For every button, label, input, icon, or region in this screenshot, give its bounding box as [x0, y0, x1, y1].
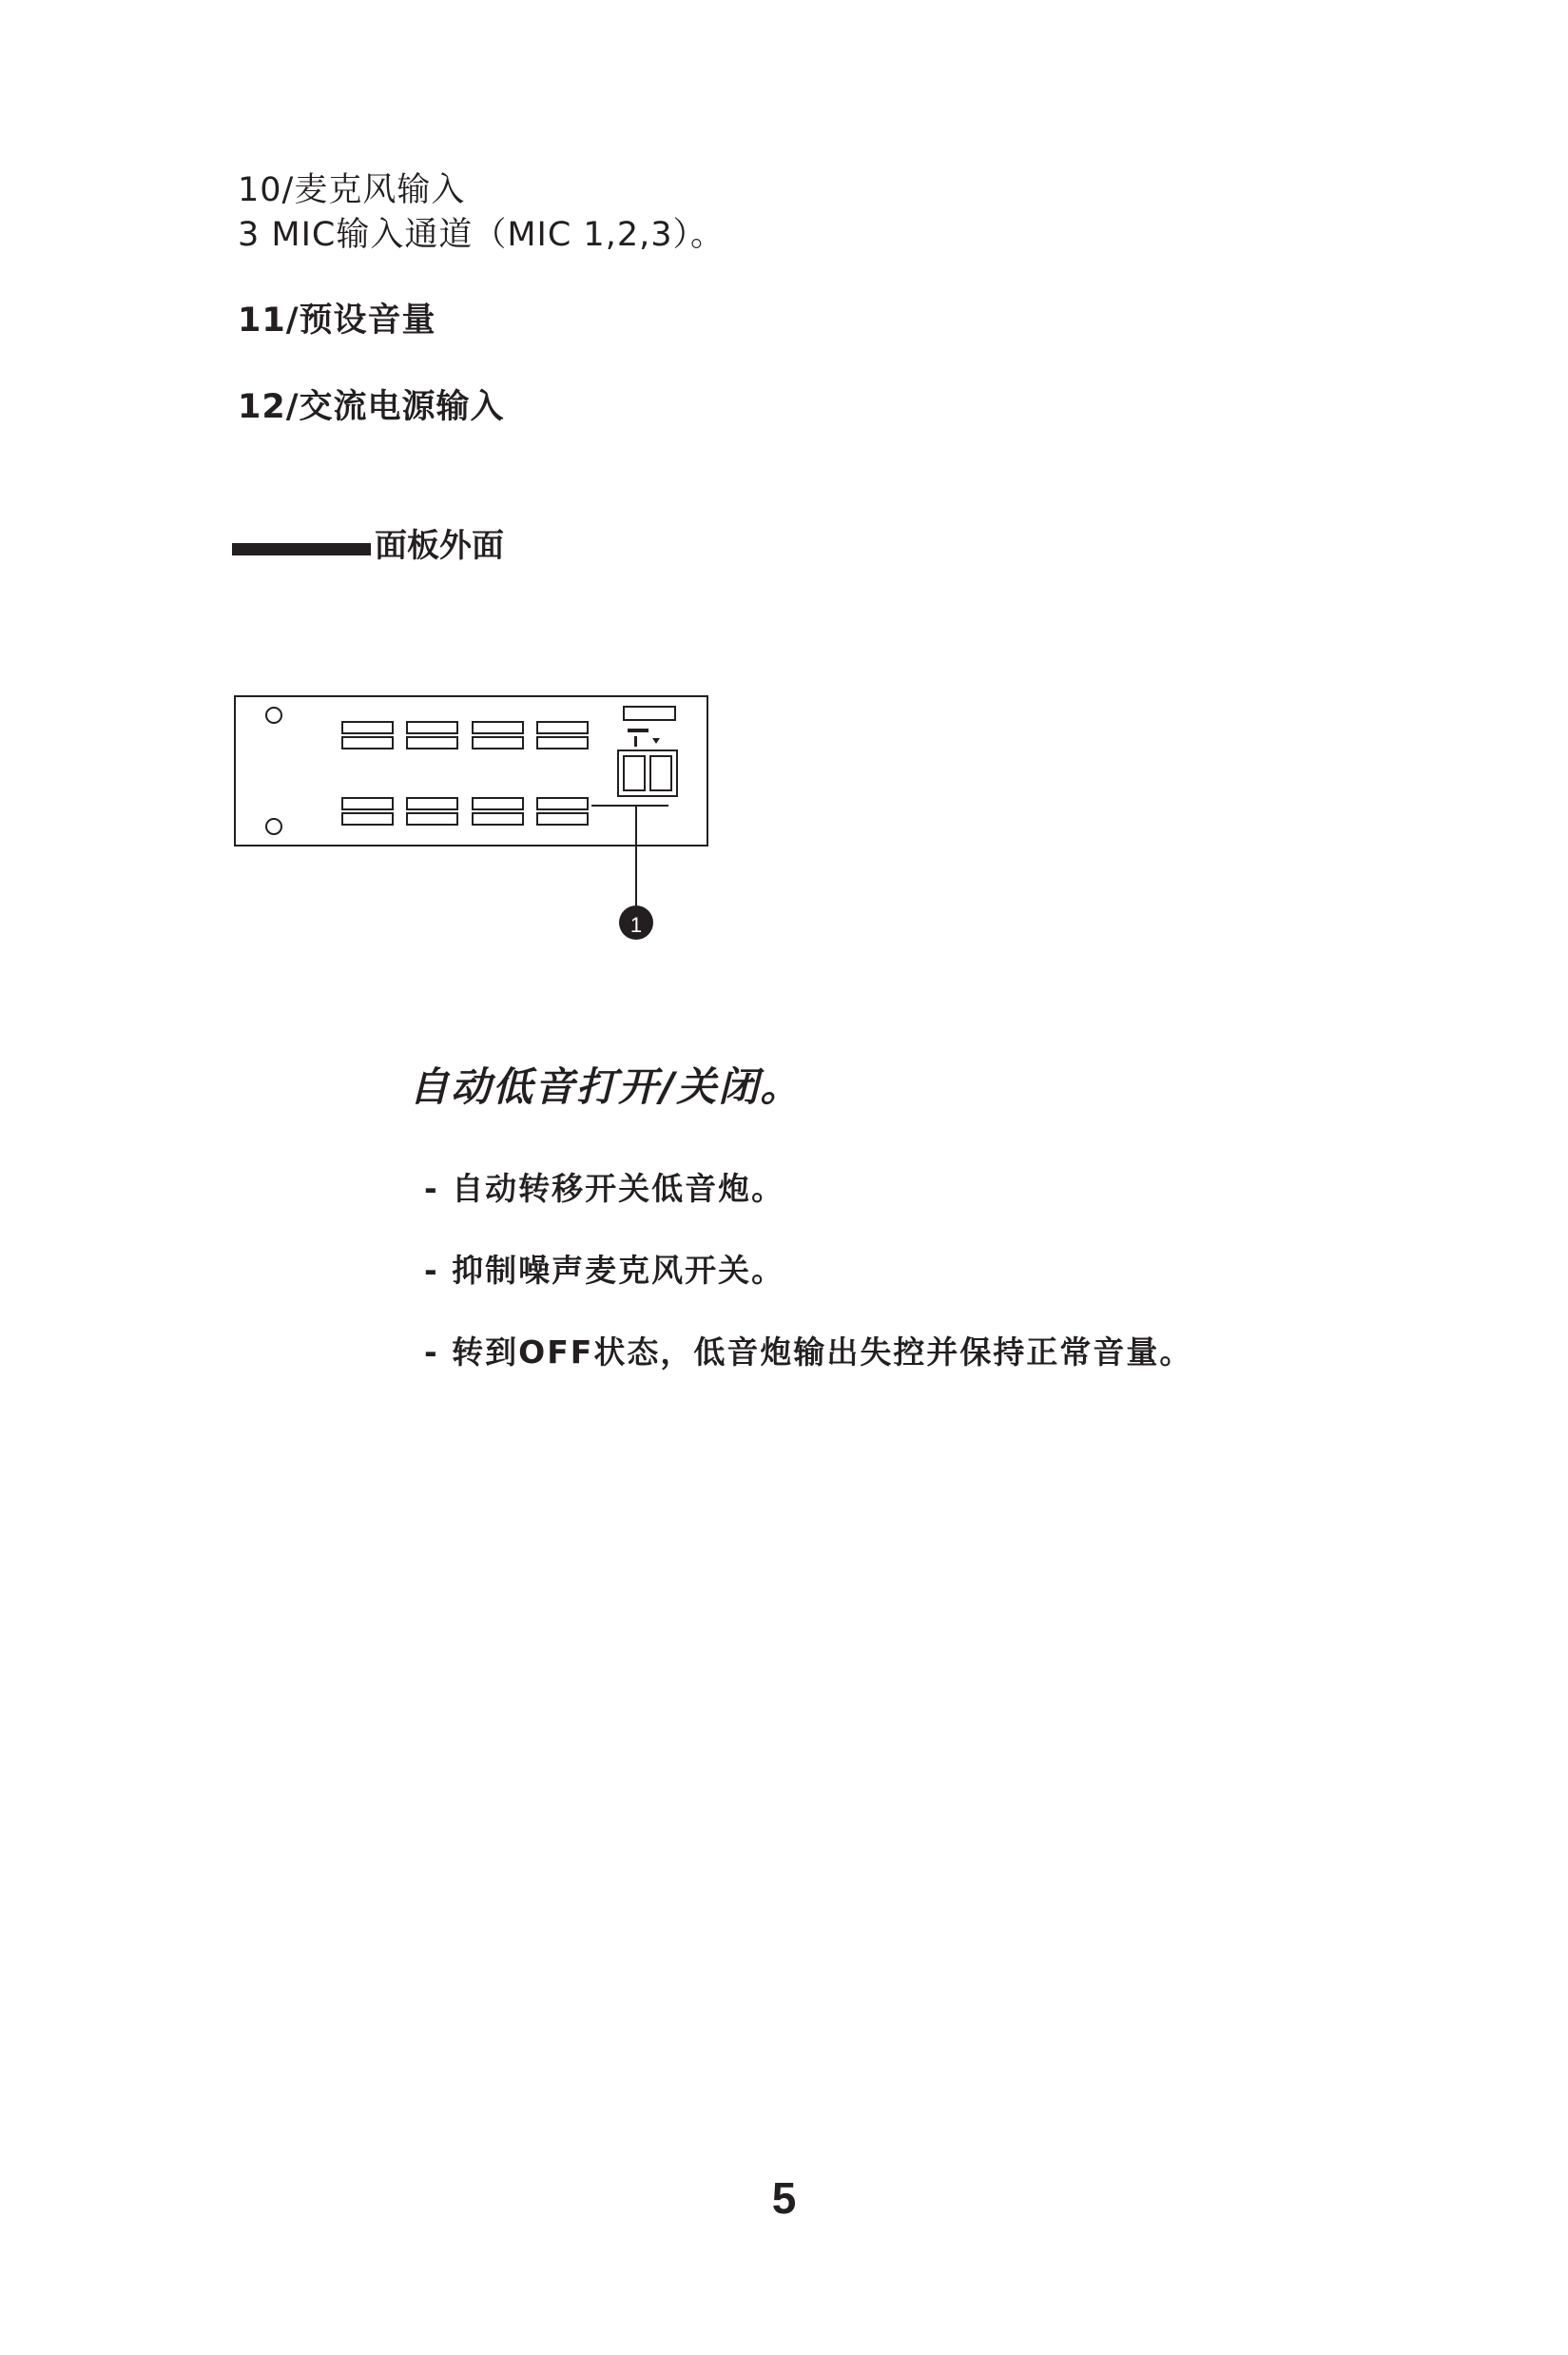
bass-switch-left — [624, 756, 645, 790]
bullet-3: - 转到OFF状态，低音炮输出失控并保持正常音量。 — [424, 1333, 1193, 1371]
top-connector-4b — [537, 737, 588, 749]
switch-label-box — [624, 707, 675, 720]
page-number: 5 — [771, 2173, 797, 2223]
switch-indicator-bar — [628, 729, 648, 732]
item-11-title: 11/预设音量 — [238, 302, 436, 340]
top-connector-4a — [537, 722, 588, 733]
bottom-connector-2b — [407, 813, 457, 825]
top-connector-2a — [407, 722, 457, 733]
callout-number: 1 — [629, 913, 643, 937]
rear-panel-diagram — [0, 0, 1568, 970]
item-12-title: 12/交流电源输入 — [238, 388, 505, 426]
item-10-title: 10/麦克风输入 — [238, 171, 466, 209]
bass-switch-right — [650, 756, 671, 790]
bottom-connector-3a — [473, 798, 523, 809]
feature-title: 自动低音打开/关闭。 — [409, 1063, 803, 1110]
top-connector-2b — [407, 737, 457, 749]
top-connector-3a — [473, 722, 523, 733]
bottom-connector-1b — [342, 813, 393, 825]
bottom-connector-4a — [537, 798, 588, 809]
mounting-hole-bottom — [266, 819, 281, 834]
bullet-1: - 自动转移开关低音炮。 — [424, 1170, 785, 1207]
item-10-description: 3 MIC输入通道（MIC 1,2,3）。 — [238, 216, 725, 254]
top-connector-3b — [473, 737, 523, 749]
switch-mark-on — [634, 736, 637, 747]
section-heading: 面板外面 — [375, 527, 504, 565]
bottom-connector-1a — [342, 798, 393, 809]
switch-mark-arrow — [652, 738, 660, 744]
bottom-connector-3b — [473, 813, 523, 825]
bottom-connector-2a — [407, 798, 457, 809]
mounting-hole-top — [266, 708, 281, 723]
top-connector-1b — [342, 737, 393, 749]
bass-switch-housing — [618, 750, 677, 796]
bullet-2: - 抑制噪声麦克风开关。 — [424, 1252, 785, 1289]
top-connector-1a — [342, 722, 393, 733]
bottom-connector-4b — [537, 813, 588, 825]
